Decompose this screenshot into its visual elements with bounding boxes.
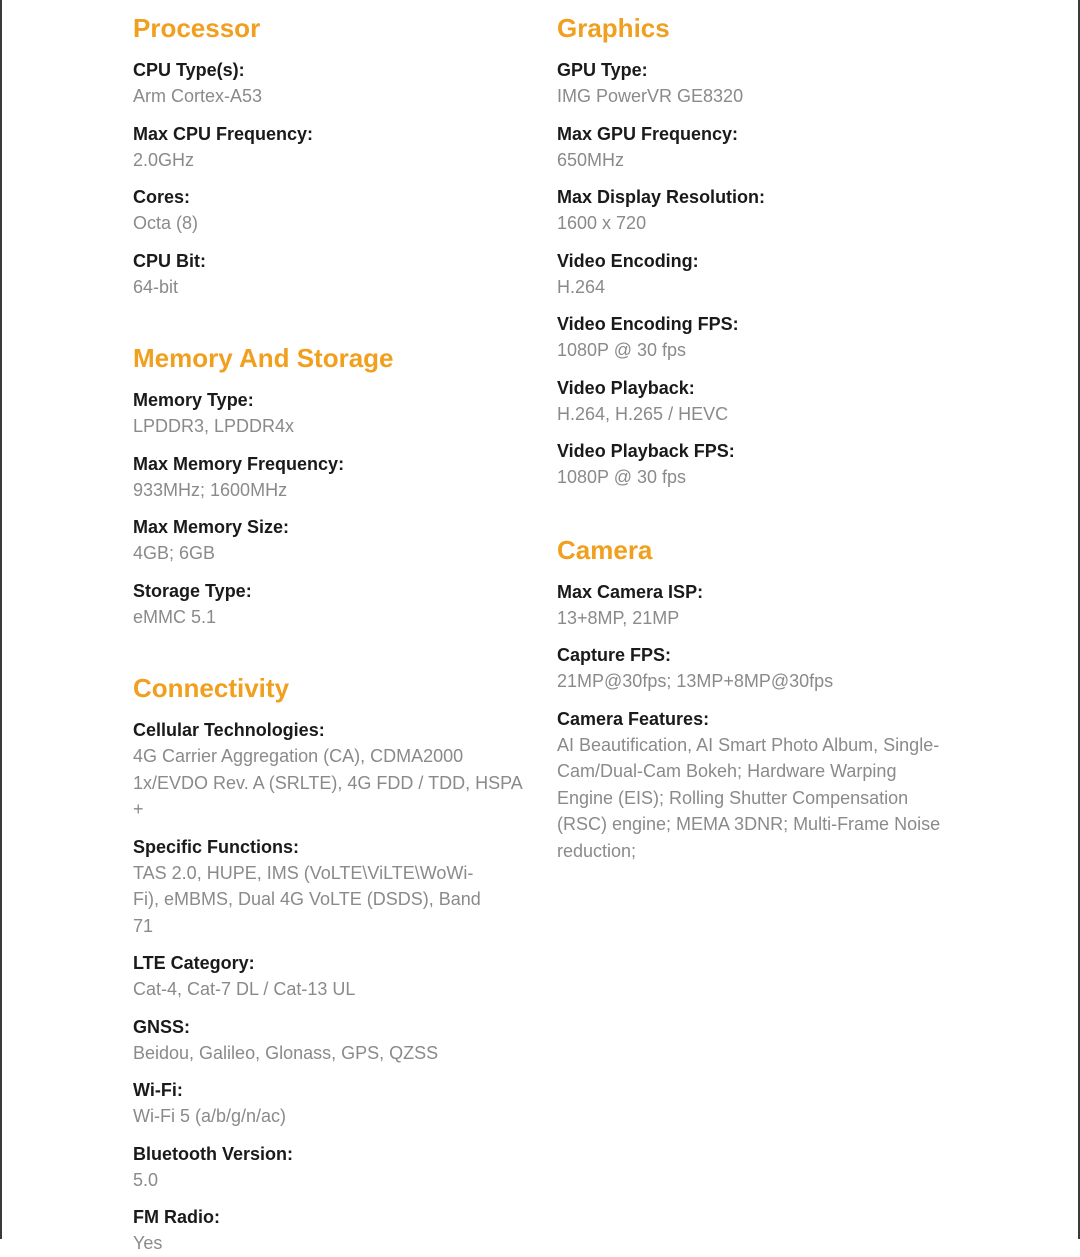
section-title-processor: Processor	[133, 13, 261, 43]
processor-section	[133, 0, 533, 300]
spec-video-encoding	[557, 248, 957, 301]
spec-value: 1600 x 720	[557, 213, 647, 233]
spec-value: Arm Cortex-A53	[133, 86, 263, 106]
spec-value: 2.0GHz	[133, 149, 195, 170]
spec-label: GNSS:	[133, 1016, 191, 1037]
spec-video-encoding-fps	[557, 311, 957, 364]
spec-value: Wi-Fi 5 (a/b/g/n/ac)	[133, 1106, 287, 1126]
spec-value: eMMC 5.1	[133, 606, 217, 627]
spec-value: H.264, H.265 / HEVC	[557, 403, 729, 424]
spec-max-memory-frequency	[133, 451, 533, 504]
spec-specific-functions	[133, 834, 533, 940]
spec-label: Max CPU Frequency:	[133, 123, 314, 144]
spec-bluetooth-version	[133, 1141, 533, 1194]
spec-value: Beidou, Galileo, Glonass, GPS, QZSS	[133, 1042, 439, 1063]
spec-video-playback-fps	[557, 438, 957, 491]
left-column	[133, 0, 533, 1257]
spec-max-cpu-frequency	[133, 121, 533, 174]
spec-value: 933MHz; 1600MHz	[133, 479, 288, 500]
spec-label: Specific Functions:	[133, 836, 300, 857]
spec-value: 1080P @ 30 fps	[557, 467, 687, 487]
spec-cellular-technologies	[133, 717, 533, 823]
spec-label: Max Camera ISP:	[557, 581, 704, 602]
spec-label: Video Encoding FPS:	[557, 314, 739, 334]
spec-label: CPU Bit:	[133, 250, 206, 271]
spec-max-camera-isp	[557, 579, 957, 632]
spec-value: TAS 2.0, HUPE, IMS (VoLTE\ViLTE\WoWi-Fi), eMBMS, Dual 4G VoLTE (DSDS), Band 71	[133, 862, 481, 936]
spec-label: Video Playback FPS:	[557, 441, 735, 461]
graphics-section	[557, 0, 957, 491]
spec-max-display-resolution	[557, 184, 957, 237]
spec-cpu-type	[133, 57, 533, 110]
spec-gpu-type	[557, 57, 957, 110]
section-title-graphics: Graphics	[557, 13, 670, 43]
spec-value: H.264	[557, 276, 606, 297]
spec-label: Max Memory Frequency:	[133, 453, 345, 474]
spec-label: Storage Type:	[133, 580, 252, 601]
spec-value: Octa (8)	[133, 213, 199, 233]
spec-label: LTE Category:	[133, 953, 255, 973]
spec-value: 4G Carrier Aggregation (CA), CDMA2000 1x/EVDO Rev. A (SRLTE), 4G FDD / TDD, HSPA +	[133, 746, 522, 819]
spec-value: LPDDR3, LPDDR4x	[133, 416, 295, 436]
spec-label: Max Memory Size:	[133, 517, 290, 537]
spec-label: Video Playback:	[557, 377, 695, 398]
spec-label: Bluetooth Version:	[133, 1143, 294, 1164]
spec-value: 13+8MP, 21MP	[557, 607, 680, 628]
spec-value: 21MP@30fps; 13MP+8MP@30fps	[557, 671, 834, 691]
spec-label: Video Encoding:	[557, 250, 699, 271]
section-title-connectivity: Connectivity	[133, 673, 290, 703]
spec-value: Cat-4, Cat-7 DL / Cat-13 UL	[133, 979, 356, 999]
spec-max-memory-size	[133, 514, 533, 567]
section-title-memory: Memory And Storage	[133, 343, 394, 373]
spec-value: AI Beautification, AI Smart Photo Album, Single-Cam/Dual-Cam Bokeh; Hardware Warping Engine (EIS); Rolling Shutter Compensation (RSC) engine; MEMA 3DNR; Multi-Frame Noise reduction;	[557, 734, 941, 861]
spec-wifi	[133, 1077, 533, 1130]
spec-label: FM Radio:	[133, 1207, 220, 1227]
spec-cpu-bit	[133, 248, 533, 301]
spec-cores	[133, 184, 533, 237]
connectivity-section	[133, 660, 533, 1257]
spec-value: 650MHz	[557, 149, 625, 170]
spec-label: Wi-Fi:	[133, 1080, 183, 1100]
camera-section	[557, 522, 957, 865]
spec-value: IMG PowerVR GE8320	[557, 86, 744, 106]
spec-label: Memory Type:	[133, 390, 254, 410]
spec-value: Yes	[133, 1233, 163, 1253]
spec-value: 5.0	[133, 1169, 159, 1190]
spec-label: GPU Type:	[557, 60, 648, 80]
spec-label: Max GPU Frequency:	[557, 123, 739, 144]
spec-gnss	[133, 1014, 533, 1067]
spec-label: Cores:	[133, 187, 191, 207]
spec-value: 4GB; 6GB	[133, 543, 216, 563]
spec-label: Max Display Resolution:	[557, 187, 766, 207]
spec-label: CPU Type(s):	[133, 60, 245, 80]
spec-label: Capture FPS:	[557, 645, 672, 665]
spec-max-gpu-frequency	[557, 121, 957, 174]
spec-capture-fps	[557, 642, 957, 695]
left-border	[0, 0, 2, 1239]
section-title-camera: Camera	[557, 534, 653, 565]
spec-value: 64-bit	[133, 276, 179, 297]
spec-memory-type	[133, 387, 533, 440]
spec-lte-category	[133, 950, 533, 1003]
memory-section	[133, 330, 533, 630]
spec-fm-radio	[133, 1204, 533, 1257]
spec-value: 1080P @ 30 fps	[557, 340, 687, 360]
right-column	[557, 0, 957, 864]
spec-label: Camera Features:	[557, 708, 710, 729]
spec-camera-features	[557, 706, 957, 865]
spec-storage-type	[133, 578, 533, 631]
spec-video-playback	[557, 375, 957, 428]
spec-label: Cellular Technologies:	[133, 720, 325, 740]
